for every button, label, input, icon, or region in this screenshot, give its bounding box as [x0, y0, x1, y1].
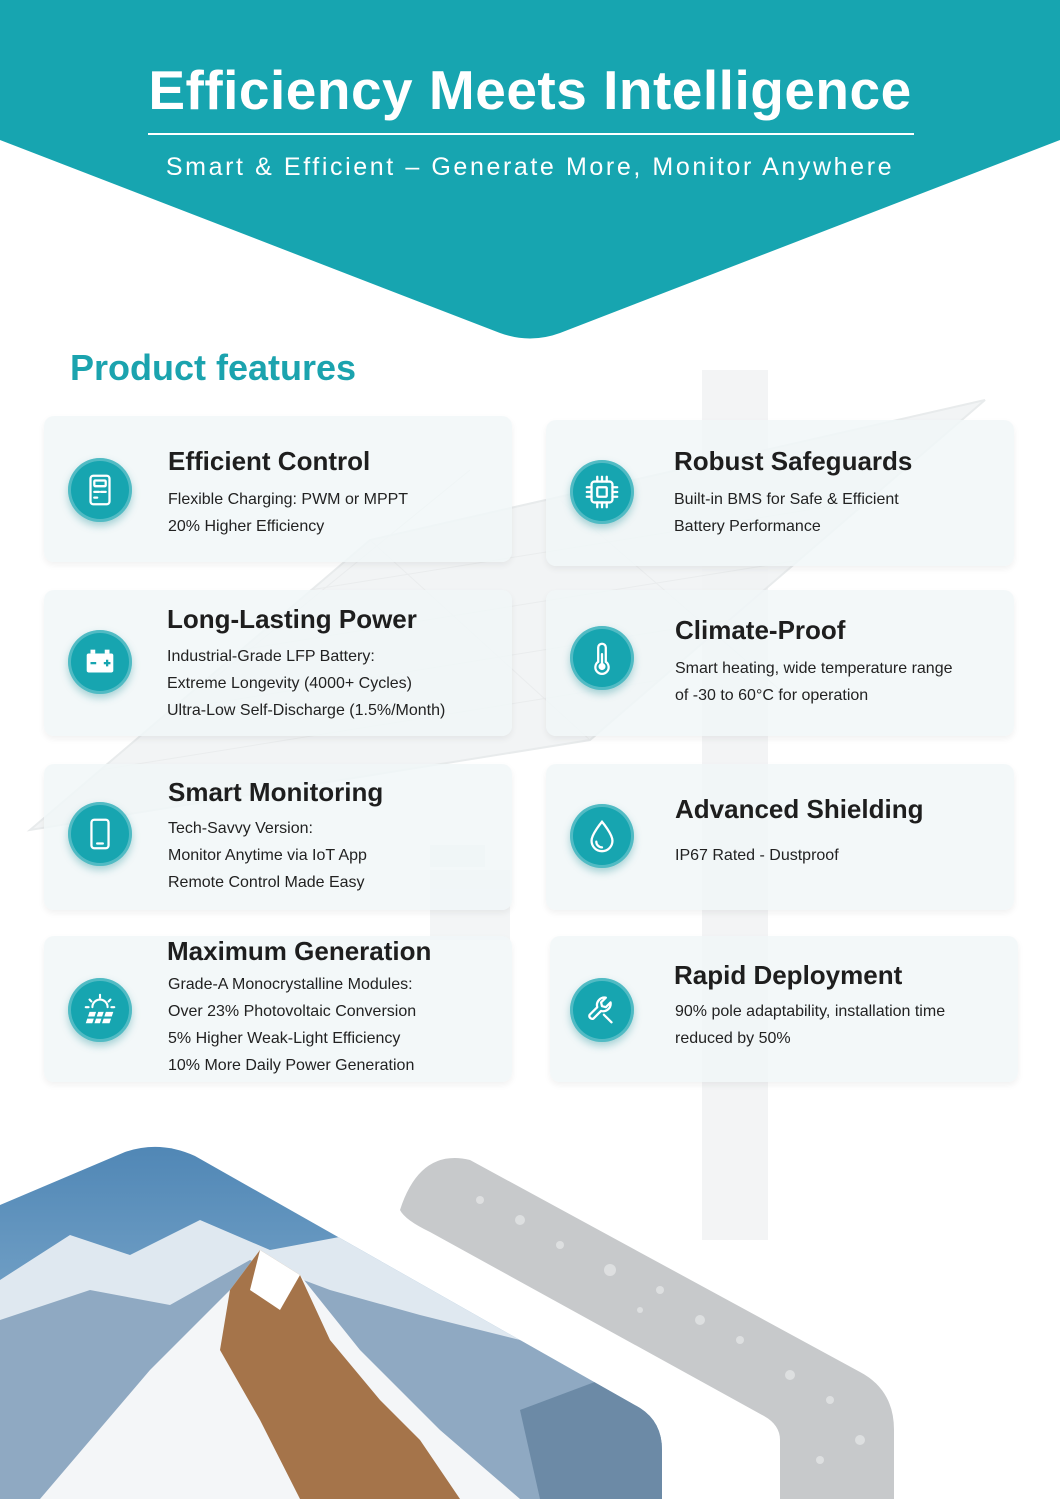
battery-icon [68, 630, 132, 694]
chip-icon [570, 460, 634, 524]
page-title: Efficiency Meets Intelligence [148, 59, 912, 121]
feature-detail: 90% pole adaptability, installation time [675, 1003, 946, 1020]
feature-card-smart-monitoring [44, 764, 512, 910]
feature-title: Smart Monitoring [168, 777, 384, 807]
feature-detail: of -30 to 60°C for operation [675, 687, 869, 704]
feature-detail: Industrial-Grade LFP Battery: [167, 648, 375, 665]
water-drop-icon [570, 804, 634, 868]
mountain-photo [0, 1140, 670, 1499]
feature-card-advanced-shielding [546, 764, 1014, 910]
thermometer-icon [570, 626, 634, 690]
feature-detail: Extreme Longevity (4000+ Cycles) [167, 675, 412, 692]
title-divider [148, 133, 914, 135]
feature-detail: reduced by 50% [675, 1030, 791, 1047]
solar-panel-icon [68, 978, 132, 1042]
feature-detail: Remote Control Made Easy [168, 874, 365, 891]
feature-card-robust-safeguards [546, 420, 1014, 566]
feature-title: Advanced Shielding [675, 794, 924, 824]
page-subtitle: Smart & Efficient – Generate More, Monitor Anywhere [165, 153, 895, 181]
feature-title: Robust Safeguards [674, 446, 913, 476]
feature-card-long-lasting-power [44, 590, 512, 736]
feature-card-maximum-generation [44, 936, 512, 1082]
feature-title: Long-Lasting Power [167, 604, 417, 634]
feature-detail: Flexible Charging: PWM or MPPT [168, 491, 409, 508]
feature-title: Efficient Control [168, 446, 371, 476]
wrench-icon [570, 978, 634, 1042]
feature-card-efficient-control [44, 416, 512, 562]
phone-icon [68, 802, 132, 866]
controller-icon [68, 458, 132, 522]
feature-detail: Over 23% Photovoltaic Conversion [168, 1003, 417, 1020]
feature-title: Rapid Deployment [674, 960, 903, 990]
feature-detail: Built-in BMS for Safe & Efficient [674, 491, 899, 508]
feature-detail: Smart heating, wide temperature range [675, 660, 953, 677]
section-title: Product features [70, 347, 357, 388]
feature-card-climate-proof [546, 590, 1014, 736]
feature-title: Maximum Generation [167, 936, 432, 966]
feature-title: Climate-Proof [675, 615, 846, 645]
feature-detail: Ultra-Low Self-Discharge (1.5%/Month) [167, 702, 446, 719]
feature-detail: 10% More Daily Power Generation [168, 1057, 415, 1074]
bottom-decoration [0, 1140, 1060, 1499]
feature-detail: 5% Higher Weak-Light Efficiency [168, 1030, 401, 1047]
feature-detail: 20% Higher Efficiency [168, 518, 325, 535]
feature-card-rapid-deployment [550, 936, 1018, 1082]
feature-detail: Tech-Savvy Version: [168, 820, 313, 837]
feature-detail: Battery Performance [674, 518, 821, 535]
feature-detail: Monitor Anytime via IoT App [168, 847, 367, 864]
feature-detail: Grade-A Monocrystalline Modules: [168, 976, 413, 993]
feature-detail: IP67 Rated - Dustproof [675, 847, 839, 864]
